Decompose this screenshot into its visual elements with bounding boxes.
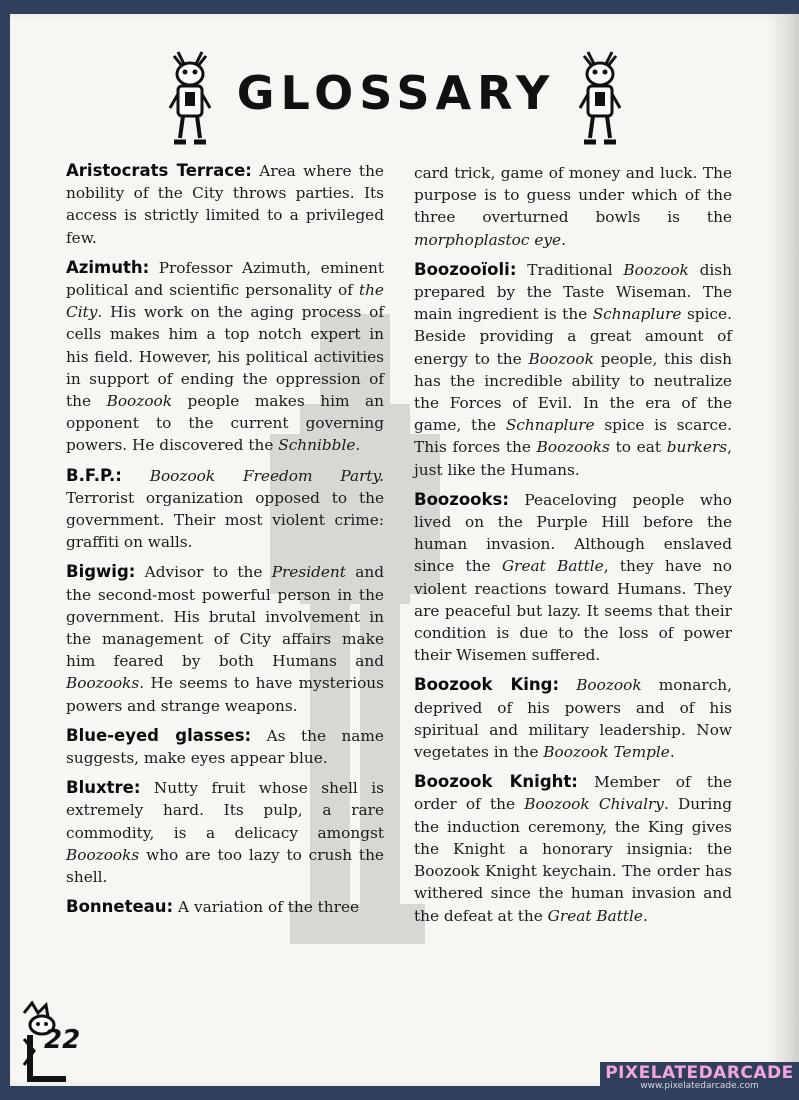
glossary-definition: Traditional Boozook dish prepared by the Taste Wiseman. The main ingredient is the Schnaplure spice. Beside providing a great amount of energy to the Boozook people, this dish has the incredible ability to neutralize the Forces of Evil. In the era of the game, the Schnaplure spice is scarce. This forces the Boozooks to eat burkers, just like the Humans.: [414, 260, 733, 479]
glossary-entry: [66, 725, 384, 769]
glossary-term: Azimuth:: [66, 257, 150, 277]
glossary-term: Bonneteau:: [66, 897, 174, 917]
glossary-definition: A variation of the three: [178, 898, 360, 917]
page-title: GLOSSARY: [236, 66, 556, 120]
glossary-term: Bluxtre:: [66, 778, 141, 798]
glossary-entry: [66, 160, 384, 249]
glossary-definition: Professor Azimuth, eminent political and scientific personality of the City. His work on the aging process of cells makes him a top notch expert in his field. However, his political activities in support of ending the oppression of the Boozook people makes him an opponent to the current governing powers. He discovered the Schnibble.: [66, 258, 384, 455]
book-spine: [782, 14, 799, 1086]
glossary-definition: Boozook monarch, deprived of his powers and of his spiritual and military leadership. Now vegetates in the Boozook Temple.: [414, 676, 732, 762]
page-number: 22: [44, 1025, 81, 1055]
glossary-definition: card trick, game of money and luck. The purpose is to guess under which of the three overturned bowls is the morphoplastoc eye.: [414, 164, 732, 249]
glossary-entry: [66, 896, 384, 918]
glossary-entry: [66, 465, 384, 554]
glossary-term: Blue-eyed glasses:: [66, 725, 252, 745]
glossary-term: Aristocrats Terrace:: [66, 161, 252, 180]
glossary-definition: Boozook Freedom Party. Terrorist organization opposed to the government. Their most violent crime: graffiti on walls.: [66, 466, 384, 552]
watermark-brand: PIXELATEDARCADE: [605, 1063, 794, 1083]
glossary-definition: Advisor to the President and the second-most powerful person in the government. His brutal involvement in the management of City affairs make him feared by both Humans and Boozooks. He seems to have mysterious powers and strange weapons.: [66, 563, 384, 715]
glossary-entry: [414, 162, 732, 251]
watermark-url: www.pixelatedarcade.com: [640, 1081, 759, 1091]
glossary-entry: [66, 561, 384, 716]
glossary-term: Bigwig:: [66, 562, 136, 582]
glossary-entry: [414, 259, 732, 481]
glossary-entry: [414, 674, 732, 763]
glossary-column-left: [66, 160, 384, 927]
glossary-entry: [414, 489, 732, 667]
glossary-term: Boozook Knight:: [414, 772, 578, 792]
glossary-definition: Area where the nobility of the City throws parties. Its access is strictly limited to a privileged few.: [66, 162, 384, 247]
watermark: [600, 1062, 799, 1100]
glossary-definition: As the name suggests, make eyes appear blue.: [66, 726, 384, 768]
glossary-definition: Nutty fruit whose shell is extremely hard. Its pulp, a rare commodity, is a delicacy amongst Boozooks who are too lazy to crush the shell.: [66, 779, 384, 887]
glossary-term: Boozooks:: [414, 489, 509, 509]
glossary-definition: Member of the order of the Boozook Chivalry. During the induction ceremony, the King gives the Knight a honorary insignia: the Boozook Knight keychain. The order has withered since the human invasion and the defeat at the Great Battle.: [414, 773, 732, 925]
page-number-badge: [16, 999, 96, 1085]
glossary-term: B.F.P.:: [66, 465, 122, 485]
glossary-entry: [66, 777, 384, 888]
glossary-column-right: [414, 162, 732, 935]
glossary-entry: [414, 771, 732, 926]
glossary-term: Boozooïoli:: [414, 259, 517, 279]
glossary-term: Boozook King:: [414, 675, 560, 695]
manual-page: [10, 14, 782, 1086]
glossary-entry: [66, 257, 384, 457]
glossary-definition: Peaceloving people who lived on the Purple Hill before the human invasion. Although enslaved since the Great Battle, they have no violent reactions toward Humans. They are peaceful but lazy. It seems that their condition is due to the loss of power their Wisemen suffered.: [414, 490, 732, 665]
